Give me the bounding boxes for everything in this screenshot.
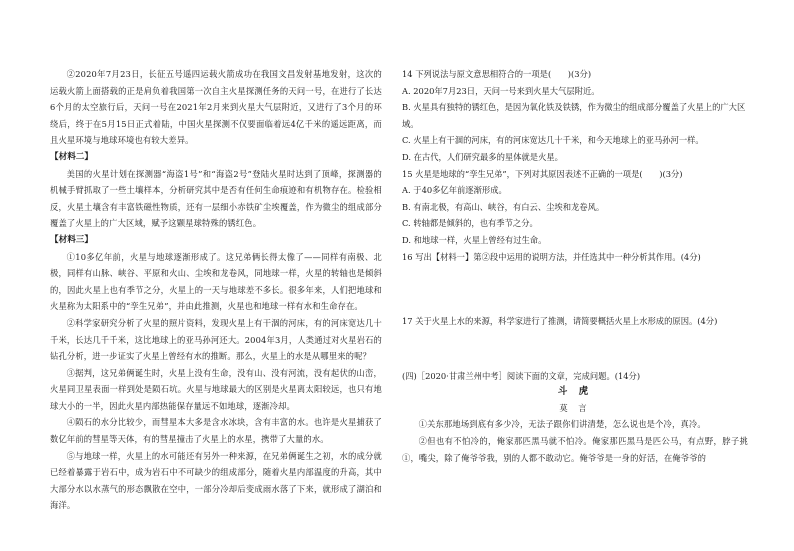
story-paragraph-2: ②但也有不怕冷的，俺家那匹黑马就不怕冷。俺家那匹黑马是匹公马，有点野，脖子挑①，嘴尖，除了俺爷爷我，别的人都不敢动它。俺爷爷是一身的好活，在俺爷爷的 xyxy=(402,435,748,463)
right-column xyxy=(402,66,748,466)
material3-paragraph-1: ①10多亿年前，火星与地球逐渐形成了。这兄弟俩长得太像了——同样有南极、北极，同样有山脉、峡谷、平原和火山、尘埃和龙卷风，同地球一样，火星的转轴也是倾斜的，因此火星上也有季节之分，火星上的一天与地球差不多长。很多年来，人们把地球和火星称为太阳系中的“孪生兄弟”，并由此推测，火星也和地球一样有水和生命存在。 xyxy=(50,251,382,312)
article-author: 莫 言 xyxy=(559,403,591,414)
answer-space-16 xyxy=(402,265,748,313)
material1-paragraph-2: ②2020年7月23日，长征五号遥四运载火箭成功在我国文昌发射基地发射，这次的运载火箭上面搭载的正是肩负着我国第一次自主火星探测任务的天问一号，在进行了长达6个月的太空旅行后，天问一号在2021年2月来到火星大气层附近，又进行了3个月的环绕后，终于在5月15日正式着陆，中国火星探测不仅要面临着远4亿千米的遥远距离，而且火星环境与地球环境也有较大差异。 xyxy=(50,69,382,146)
question-15-option-d: D. 和地球一样，火星上曾经有过生命。 xyxy=(402,234,547,245)
material3-heading: 【材料三】 xyxy=(50,234,93,245)
material3-paragraph-5: ⑤与地球一样，火星上的水可能还有另外一种来源，在兄弟俩诞生之初，水的成分就已经着暴露于岩石中，成为岩石中不可缺少的组成部分，随着火星内部温度的升高，其中大部分水以水蒸气的形态飘散在空中，一部分冷却后变成雨水落了下来，就形成了湖泊和海洋。 xyxy=(50,450,382,511)
question-16: 16 写出【材料一】第②段中运用的说明方法，并任选其中一种分析其作用。(4分) xyxy=(402,251,701,262)
question-14-option-b: B. 火星具有独特的锈红色，是因为氧化铁及铁锈，作为微尘的组成部分覆盖了火星上的广大区域。 xyxy=(402,102,746,129)
question-14-option-d: D. 在古代，人们研究最多的星体就是火星。 xyxy=(402,151,563,162)
question-15-option-a: A. 于40多亿年前逐渐形成。 xyxy=(402,185,507,196)
material2-heading: 【材料二】 xyxy=(50,151,93,162)
question-15: 15 火星是地球的“孪生兄弟”，下列对其原因表述不正确的一项是( )(3分) xyxy=(402,168,683,179)
material3-paragraph-4: ④陨石的水分比较少，而彗星本大多是含水冰块，含有丰富的水。也许是火星捕获了数亿年前的彗星等天体，有的彗星撞击了火星上的水星，携带了大量的水。 xyxy=(50,417,382,445)
question-14-option-c: C. 火星上有干涸的河床，有的河床宽达几十千米，和今天地球上的亚马孙河一样。 xyxy=(402,135,704,146)
material3-paragraph-3: ③据判，这兄弟俩诞生时，火星上没有生命，没有山、没有河流，没有起伏的山峦，火星同卫星表面一样到处是陨石坑。火星与地球最大的区别是火星离太阳较远，也只有地球大小的一半，因此火星内部热能保存量远不如地球，逐渐冷却。 xyxy=(50,367,382,411)
question-17: 17 关于火星上水的来源，科学家进行了推测，请简要概括火星上水形成的原因。(4分) xyxy=(402,316,718,327)
story-paragraph-1: ①关东那地场到底有多少冷，无法子跟你们讲清楚，怎么说也是个冷，真冷。 xyxy=(418,419,706,430)
article-title: 斗 虎 xyxy=(557,386,593,398)
question-14-option-a: A. 2020年7月23日，天问一号来到火星大气层附近。 xyxy=(402,85,600,96)
answer-space-17 xyxy=(402,330,748,368)
question-15-option-c: C. 转轴都是倾斜的，也有季节之分。 xyxy=(402,218,538,229)
material3-paragraph-2: ②科学家研究分析了火星的照片资料，发现火星上有干涸的河床，有的河床宽达几十千米，长达几千千米，这比地球上的亚马孙河还大。2004年3月，人类通过对火星岩石的钻孔分析，进一步证实了火星上曾经有水的推断。那么，火星上的水是从哪里来的呢？ xyxy=(50,317,382,362)
question-15-option-b: B. 有南北极，有高山、峡谷，有白云、尘埃和龙卷风。 xyxy=(402,201,605,212)
left-column xyxy=(50,66,382,514)
material2-paragraph: 美国的火星计划在探测器“海盗1号”和“海盗2号”登陆火星时达到了顶峰，探测器的机械手臂抓取了一些土壤样本，分析研究其中是否有任何生命痕迹和有机物存在。检验相反，火星土壤含有丰富铁磁性物质，还有一层细小赤铁矿尘埃覆盖，作为微尘的组成部分覆盖了火星上的广大区域，赋予这颗星球特殊的锈红色。 xyxy=(50,168,382,229)
section-4-heading: (四)［2020·甘肃兰州中考］阅读下面的文章，完成问题。(14分) xyxy=(402,370,641,381)
question-14: 14 下列说法与原文意思相符合的一项是( )(3分) xyxy=(402,69,592,79)
